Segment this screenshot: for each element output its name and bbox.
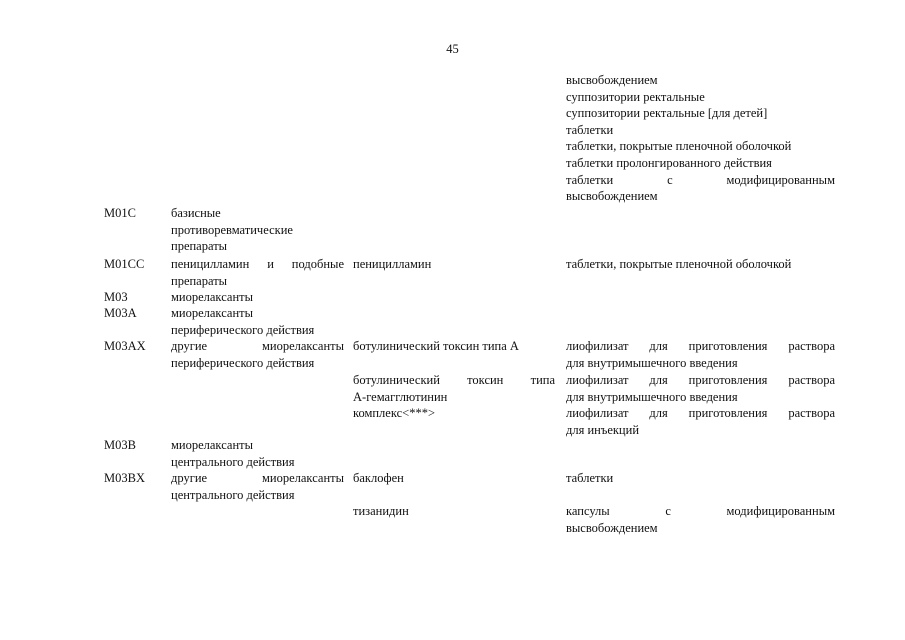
- group-name-m03bx: [171, 470, 344, 503]
- dosage-form-m03bx-1: таблетки: [566, 471, 614, 485]
- dosage-form-m03ax-1: [566, 338, 835, 371]
- carryover-forms-list: [566, 72, 835, 205]
- group-name-line: периферического действия: [171, 322, 315, 337]
- group-name-line: препараты: [171, 239, 228, 254]
- inn-line: А-гемагглютинин: [353, 389, 448, 404]
- inn-m03bx-2: тизанидин: [353, 504, 409, 518]
- group-name-m03a: [171, 305, 344, 338]
- inn-m03ax-1: ботулинический токсин типа А: [353, 339, 519, 353]
- inn-m03bx-1: баклофен: [353, 471, 404, 485]
- group-name-line: центрального действия: [171, 487, 295, 502]
- dosage-form-line: для внутримышечного введения: [566, 389, 738, 404]
- atc-code-m01cc: M01CC: [104, 257, 145, 271]
- group-name-justified-line: другие миорелаксанты: [171, 339, 344, 353]
- carryover-form-line: суппозитории ректальные [для детей]: [566, 106, 768, 121]
- group-name-line: центрального действия: [171, 454, 295, 469]
- dosage-form-m03bx-2: [566, 503, 835, 536]
- dosage-form-line: высвобождением: [566, 520, 658, 535]
- dosage-form-justified-line: лиофилизат для приготовления раствора: [566, 373, 835, 387]
- page-number: 45: [446, 42, 459, 56]
- inn-m01cc: пеницилламин: [353, 257, 432, 271]
- carryover-form-line: таблетки, покрытые пленочной оболочкой: [566, 139, 792, 154]
- atc-code-m03a: M03A: [104, 306, 137, 320]
- group-name-m01cc: [171, 256, 344, 289]
- carryover-form-justified-line: таблетки с модифицированным: [566, 172, 835, 187]
- group-name-m03ax: [171, 338, 344, 371]
- group-name-line: периферического действия: [171, 355, 315, 370]
- atc-code-m03bx: M03BX: [104, 471, 145, 485]
- atc-code-m03b: M03B: [104, 438, 136, 452]
- group-name-m03b: [171, 437, 344, 470]
- group-name-line: миорелаксанты: [171, 306, 253, 320]
- carryover-form-line: высвобождением: [566, 189, 658, 204]
- dosage-form-m01cc: таблетки, покрытые пленочной оболочкой: [566, 257, 792, 271]
- group-name-line: миорелаксанты: [171, 438, 253, 452]
- group-name-m01c: [171, 205, 344, 255]
- dosage-form-line: для внутримышечного введения: [566, 355, 738, 370]
- group-name-line: противоревматические: [171, 222, 293, 237]
- carryover-form-line: высвобождением: [566, 73, 658, 87]
- dosage-form-justified-line: лиофилизат для приготовления раствора: [566, 339, 835, 353]
- inn-line: комплекс<***>: [353, 406, 435, 421]
- group-name-line: базисные: [171, 206, 221, 220]
- dosage-form-m03ax-3: [566, 405, 835, 438]
- group-name-m03: миорелаксанты: [171, 290, 253, 304]
- dosage-form-m03ax-2: [566, 372, 835, 405]
- dosage-form-justified-line: капсулы с модифицированным: [566, 504, 835, 518]
- dosage-form-line: для инъекций: [566, 422, 640, 437]
- dosage-form-justified-line: лиофилизат для приготовления раствора: [566, 406, 835, 420]
- atc-code-m01c: M01C: [104, 206, 136, 220]
- group-name-justified-line: пеницилламин и подобные: [171, 257, 344, 271]
- group-name-justified-line: другие миорелаксанты: [171, 471, 344, 485]
- carryover-form-line: таблетки: [566, 122, 614, 137]
- inn-justified-line: ботулинический токсин типа: [353, 373, 555, 387]
- group-name-line: препараты: [171, 273, 228, 288]
- atc-code-m03: M03: [104, 290, 128, 304]
- atc-code-m03ax: M03AX: [104, 339, 146, 353]
- carryover-form-line: суппозитории ректальные: [566, 89, 705, 104]
- carryover-form-line: таблетки пролонгированного действия: [566, 155, 772, 170]
- inn-m03ax-2: [353, 372, 555, 422]
